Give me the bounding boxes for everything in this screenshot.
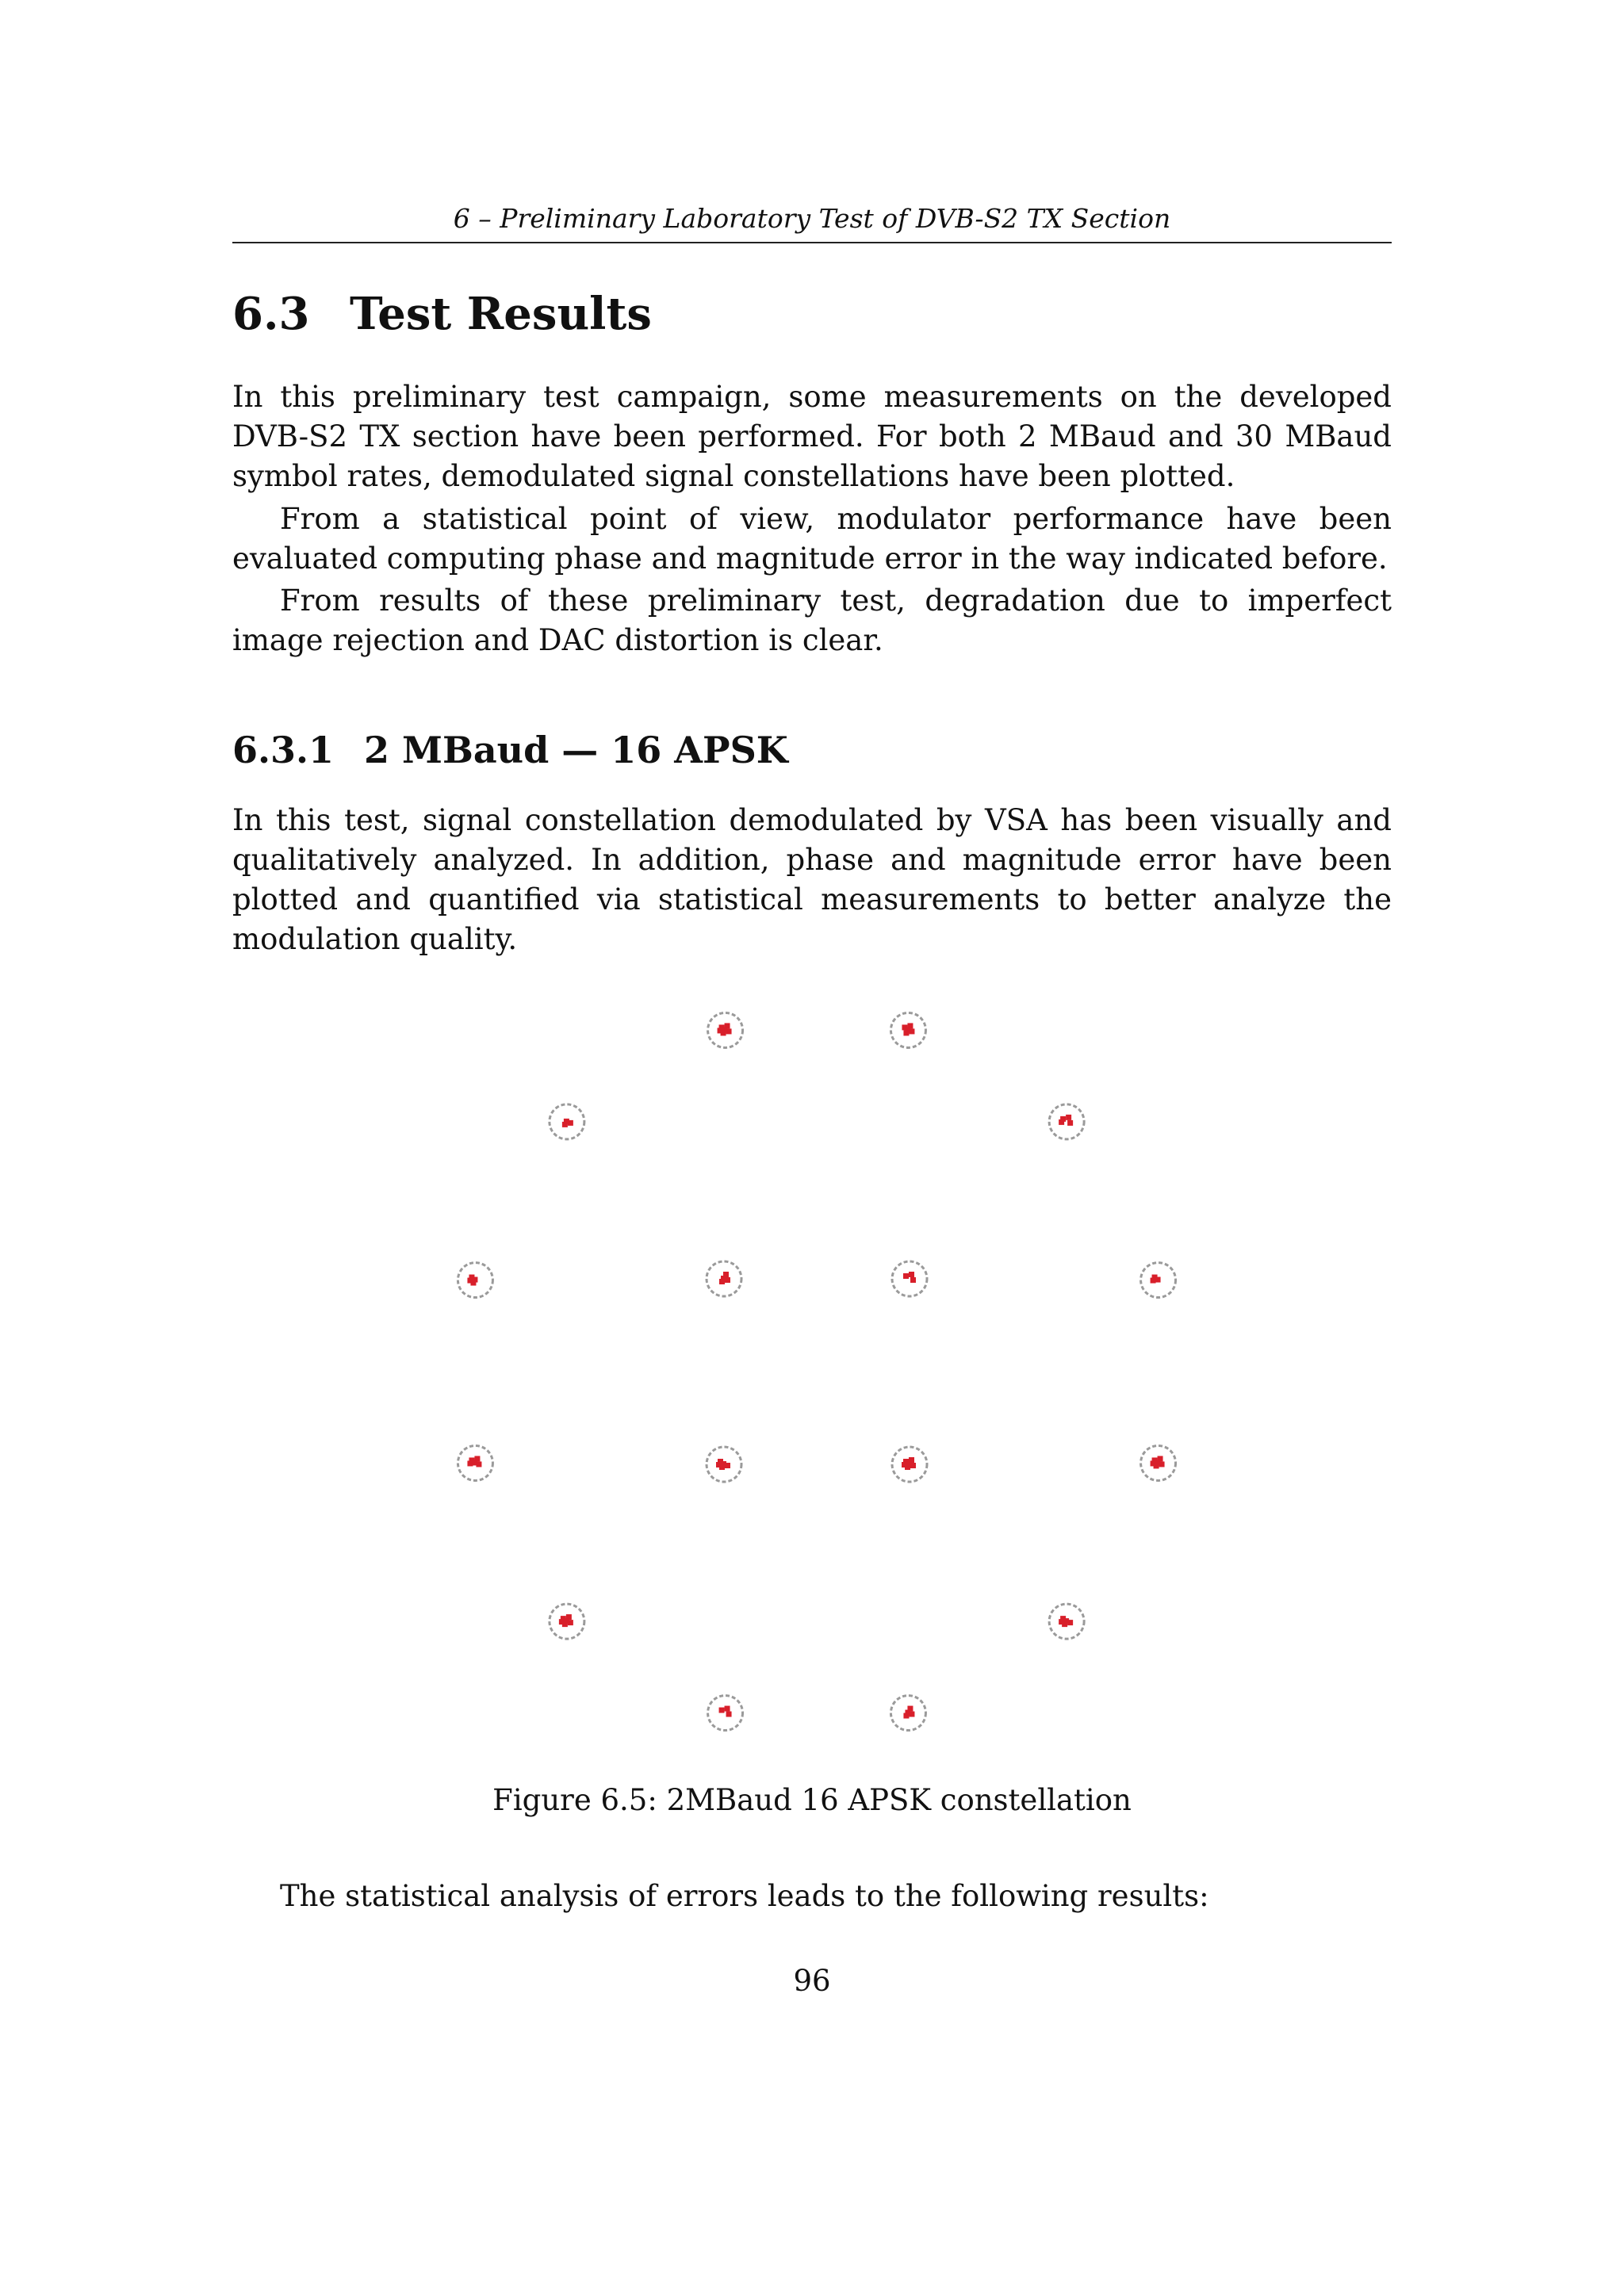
page-number: 96 bbox=[793, 1964, 831, 1998]
constellation-plot bbox=[412, 983, 1221, 1760]
section-title: Test Results bbox=[350, 288, 652, 340]
subsection-heading bbox=[232, 726, 1392, 774]
constellation-point bbox=[707, 1447, 741, 1482]
constellation-point bbox=[708, 1012, 743, 1047]
subsection-number: 6.3.1 bbox=[232, 729, 335, 771]
constellation-point bbox=[891, 1012, 925, 1047]
section-paragraph-3: From results of these preliminary test, degradation due to imperfect image rejection and DAC distortion is clear. bbox=[232, 584, 1392, 657]
section-paragraph-2: From a statistical point of view, modulator performance have been evaluated computing phase and magnitude error in the way indicated before. bbox=[232, 502, 1392, 576]
constellation-point bbox=[550, 1604, 584, 1639]
constellation-point bbox=[1141, 1263, 1176, 1298]
constellation-figure bbox=[412, 983, 1221, 1760]
running-header: 6 – Preliminary Laboratory Test of DVB-S2 TX Section bbox=[453, 203, 1171, 234]
figure-caption: Figure 6.5: 2MBaud 16 APSK constellation bbox=[492, 1783, 1132, 1817]
subsection-paragraph: In this test, signal constellation demodulated by VSA has been visually and qualitatively analyzed. In addition, phase and magnitude error have been plotted and quantified via statistical measurements to better analyze the modulation quality. bbox=[232, 803, 1392, 956]
constellation-point bbox=[550, 1104, 584, 1139]
header-rule bbox=[232, 242, 1392, 243]
constellation-point bbox=[707, 1261, 741, 1296]
constellation-point bbox=[708, 1696, 743, 1731]
constellation-point bbox=[892, 1261, 927, 1296]
constellation-point bbox=[1049, 1104, 1084, 1139]
constellation-point bbox=[458, 1263, 492, 1298]
subsection-title: 2 MBaud — 16 APSK bbox=[364, 729, 788, 771]
section-paragraph-1: In this preliminary test campaign, some measurements on the developed DVB-S2 TX section have been performed. For both 2 MBaud and 30 MBaud symbol rates, demodulated signal constellations have been plotted. bbox=[232, 380, 1392, 493]
constellation-point bbox=[1049, 1604, 1084, 1639]
constellation-point bbox=[892, 1447, 927, 1482]
section-heading bbox=[232, 285, 1392, 342]
constellation-point bbox=[891, 1696, 925, 1731]
section-number: 6.3 bbox=[232, 288, 310, 340]
closing-paragraph: The statistical analysis of errors leads to the following results: bbox=[280, 1879, 1209, 1913]
constellation-point bbox=[458, 1445, 492, 1480]
constellation-point bbox=[1141, 1445, 1176, 1480]
